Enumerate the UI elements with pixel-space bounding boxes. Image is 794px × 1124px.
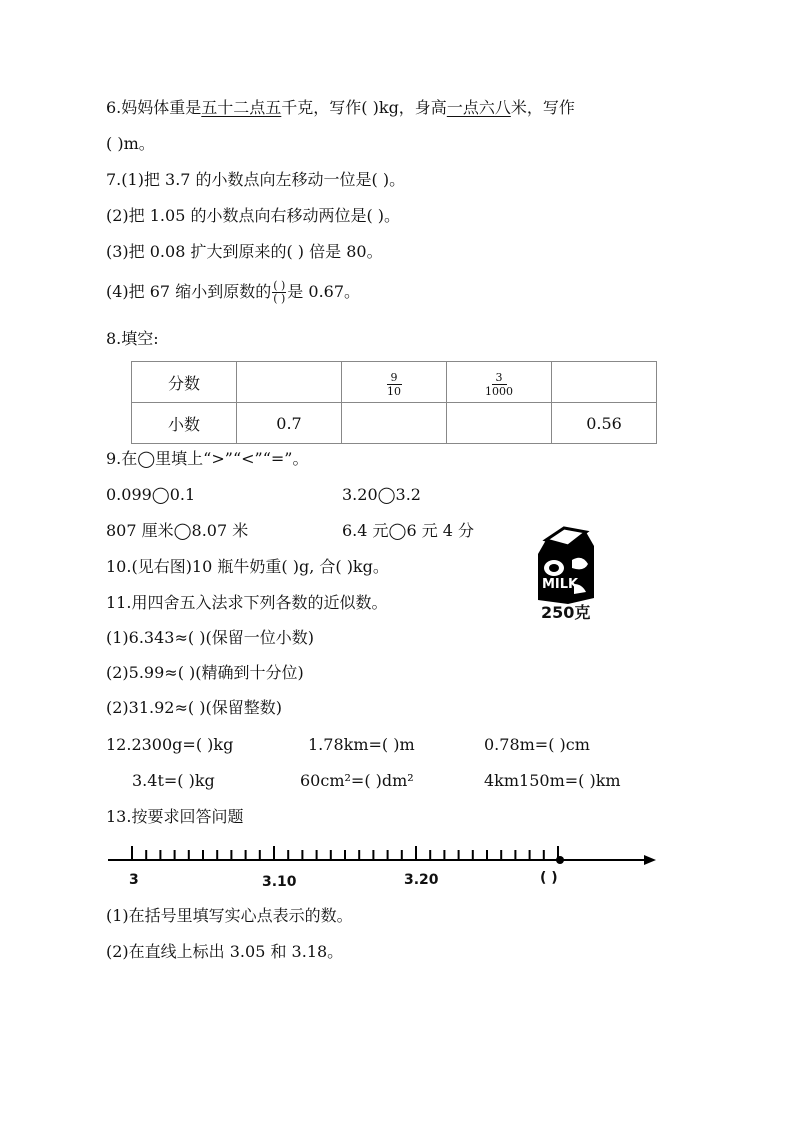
q8-row-label-decimal: 小数	[132, 403, 237, 444]
number-line-label-3.10: 3.10	[262, 874, 297, 890]
q11-title: 11.用四舍五入法求下列各数的近似数。	[106, 593, 388, 612]
q8-cell	[237, 362, 342, 403]
q7-line1: 7.(1)把 3.7 的小数点向左移动一位是( )。	[106, 170, 406, 189]
q12-l2-a: 3.4t=( )kg	[132, 771, 215, 790]
q11-line2: (2)5.99≈( )(精确到十分位)	[106, 663, 304, 682]
q7-line2: (2)把 1.05 的小数点向右移动两位是( )。	[106, 206, 401, 225]
q12-l1-c: 0.78m=( )cm	[484, 735, 590, 754]
milk-label: MILK	[542, 577, 579, 592]
number-line-answer-blank: ( )	[540, 870, 558, 886]
q8-fraction-9-10: $\frac{9}{10}$	[387, 371, 401, 398]
q8-cell	[342, 403, 447, 444]
q6-underlined-height: 一点六八	[446, 98, 511, 117]
q7-line4	[106, 280, 360, 305]
number-line-label-3: 3	[129, 872, 139, 888]
q8-fraction-3-1000: $\frac{3}{1000}$	[485, 371, 513, 398]
number-line-label-3.20: 3.20	[404, 872, 439, 888]
q11-line1: (1)6.343≈( )(保留一位小数)	[106, 628, 314, 647]
q13-line2: (2)在直线上标出 3.05 和 3.18。	[106, 942, 344, 961]
q8-cell	[552, 362, 657, 403]
milk-weight-label: 250克	[541, 603, 591, 622]
q12-l1-b: 1.78km=( )m	[308, 735, 415, 754]
q8-table	[131, 361, 657, 444]
q13-title: 13.按要求回答问题	[106, 807, 244, 826]
q12-l2-c: 4km150m=( )km	[484, 771, 621, 790]
number-line	[106, 842, 666, 872]
q8-cell: 0.7	[237, 403, 342, 444]
q9-compare-a: 0.099◯0.1	[106, 485, 196, 504]
q8-cell	[447, 403, 552, 444]
q7-l4-text-a: (4)把 67 缩小到原数的	[106, 282, 272, 301]
q9-compare-d: 6.4 元◯6 元 4 分	[342, 521, 475, 540]
number-line-solid-point	[556, 856, 564, 864]
q8-fraction-row	[132, 362, 657, 403]
q9-compare-c: 807 厘米◯8.07 米	[106, 521, 249, 540]
q8-title: 8.填空:	[106, 329, 159, 348]
q8-cell	[342, 362, 447, 403]
q9-title: 9.在◯里填上“>”“<”“=”。	[106, 449, 309, 468]
q6-text-b: 千克，写作( )kg，身高	[281, 98, 447, 117]
q8-cell: 0.56	[552, 403, 657, 444]
q7-l4-text-b: 是 0.67。	[287, 282, 361, 301]
q10-text: 10.(见右图)10 瓶牛奶重( )g, 合( )kg。	[106, 557, 389, 576]
q8-cell	[447, 362, 552, 403]
number-line-ticks	[132, 846, 558, 860]
q9-compare-b: 3.20◯3.2	[342, 485, 421, 504]
q11-line3: (2)31.92≈( )(保留整数)	[106, 698, 282, 717]
q8-decimal-row	[132, 403, 657, 444]
q7-fraction-blank: $\frac{( )}{( )}$	[273, 279, 286, 305]
q8-row-label-fraction: 分数	[132, 362, 237, 403]
q12-l1-a: 12.2300g=( )kg	[106, 735, 234, 754]
q6-underlined-weight: 五十二点五	[201, 98, 282, 117]
q6-text-c: 米，写作	[510, 98, 575, 117]
q6-text-a: 6.妈妈体重是	[106, 98, 202, 117]
q12-l2-b: 60cm²=( )dm²	[300, 771, 414, 790]
number-line-arrow	[644, 855, 656, 865]
q13-line1: (1)在括号里填写实心点表示的数。	[106, 906, 353, 925]
q6-line1	[106, 97, 575, 119]
q6-line2: ( )m。	[106, 134, 155, 153]
q7-line3: (3)把 0.08 扩大到原来的( ) 倍是 80。	[106, 242, 383, 261]
